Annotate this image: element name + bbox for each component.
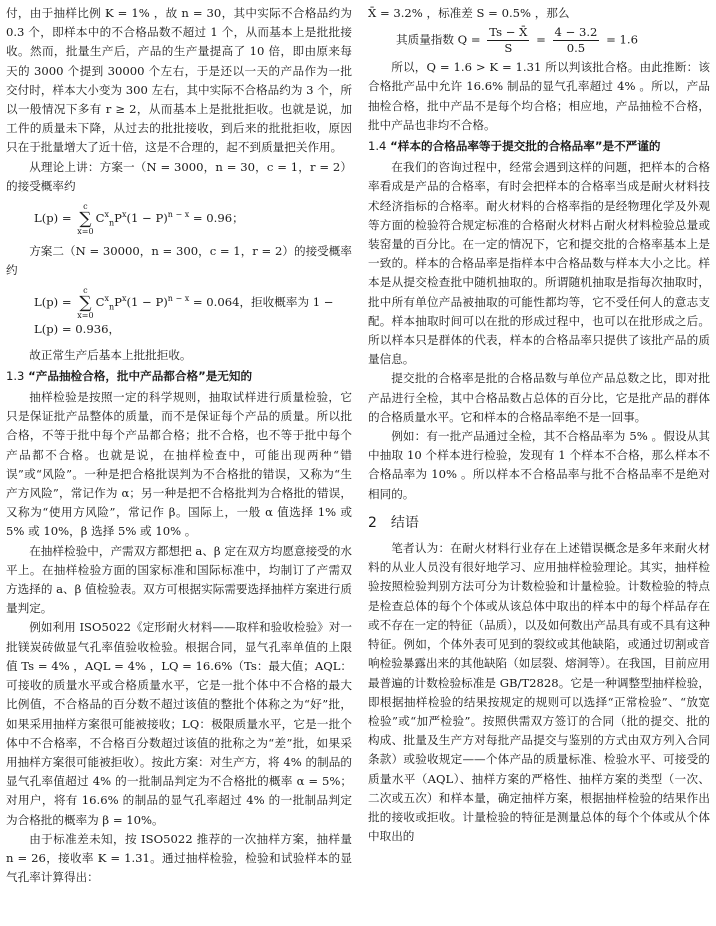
formula-term: P [114, 211, 122, 226]
section-number: 1.3 [6, 368, 25, 383]
paragraph: 所以，Q = 1.6 > K = 1.31 所以判该批合格。由此推断：该合格批产品中允许 16.6% 制品的显气孔率超过 4% 。所以，产品抽检合格，批中产品不是每个均合格；相应地，产品抽检不合格，批中产品也非均不合格。 [368, 60, 710, 132]
sum-upper: c [83, 286, 88, 296]
formula-lhs: L(p) = [34, 295, 76, 310]
formula-exponent: n − x [167, 210, 190, 220]
paragraph: 在我们的咨询过程中，经常会遇到这样的问题，把样本的合格率看成是产品的合格率，有时会把样本的合格率当成是耐火材料技术经济指标的合格率。耐火材料的合格率指的是经物理化学及外观等方面的检验符合规定标准的合格耐火材料占耐火材料检验总量或装窑量的百分比。在一定的情况下，它和提交批的合格率基本上是一致的。样本的合格品率是指样本中合格品数与样本大小之比。样本是从提交检查批中随机抽取的。所谓随机抽取是指每次抽取时，批中所有单位产品被抽取的可能性都均等，它不受任何人的意志支配。样本抽取时间可以在批的形成过程中，也可以在批形成之后。所以样本只是群体的代表，样本的合格品率只提供了该批产品的质量信息。 [368, 160, 710, 367]
sum-upper: c [83, 202, 88, 212]
section-title: “样本的合格品率等于提交批的合格品率”是不严谨的 [390, 139, 661, 154]
paragraph: 付，由于抽样比例 K = 1% ，故 n = 30，其中实际不合格品约为 0.3 个，即样本中的不合格品数不超过 1 个，从而基本上是批批接收。然而，批量生产后，产品的生产量提高了 10 倍，即由原来每天的 3000 个提到 30000 个左右，于是还以一天的产品作为一批交付时，样本大小变为 300 左右，其中实际不合格品约为 3 个，所以一般情况下多有 r ≥ 2，从而基本上是批批拒收。也就是说，加工件的质量未下降，从过去的批批接收，到后来的批批拒收，原因只在于批量增大了近十倍，这是不合理的，起不到质量把关作用。 [6, 6, 352, 155]
paragraph: 例如利用 ISO5022《定形耐火材料——取样和验收检验》对一批镁炭砖做显气孔率值验收检验。根据合同，显气孔率单值的上限值 Ts = 4% ，AQL = 4% ，LQ = 16.6%（Ts：最大值；AQL：可接收的质量水平或合格质量水平，它是一批个体中不合格的最大比例值，不合格品的百分数不超过该值的整批个体称之为“好”批，如果采用抽样方案很可能被接收；LQ：极限质量水平，它是一批个体中不合格率，不合格百分数超过该值的批称之为“差”批，如果采用抽样方案很可能被拒收）。按此方案：对生产方，将 4% 的制品的显气孔率值超过 4% 的一批制品判定为不合格批的概率 α = 5%；对用户，将有 16.6% 的制品的显气孔率超过 4% 的一批制品判定为合格批的概率为 β = 10%。 [6, 620, 352, 827]
statistics-line: X̄ = 3.2% ，标准差 S = 0.5% ，那么 [368, 6, 570, 20]
formula-quality-index [368, 25, 710, 56]
formula-exponent: n − x [167, 294, 190, 304]
paragraph: 例如：有一批产品通过全检，其不合格品率为 5% 。假设从其中抽取 10 个样本进行检验，发现有 1 个样本不合格，那么样本不合格品率为 10% 。所以样本不合格品率与批不合格品率不是绝对相同的。 [368, 429, 710, 501]
formula-term: (1 − P) [126, 295, 168, 310]
formula-result: = 1.6 [602, 32, 638, 47]
formula-term: C [95, 211, 105, 226]
sum-symbol: c ∑ x=0 [77, 286, 94, 321]
formula-plan1: L(p) = c ∑ $x=0C^x_nP^x(1 - P)^{n - x} = 0.96$； [34, 202, 244, 237]
fraction [553, 25, 600, 56]
formula-term: (1 − P) [126, 211, 168, 226]
paragraph: 方案二（N = 30000，n = 300，c = 1，r = 2）的接受概率约 [6, 244, 352, 278]
paragraph: 笔者认为：在耐火材料行业存在上述错误概念是多年来耐火材料的从业人员没有很好地学习、应用抽样检验理论。其实，抽样检验按照检验判别方法可分为计数检验和计量检验。计数检验的特点是检查总体的每个个体或从该总体中取出的样本中的每个样品存在或不存在一定的特征（品质），以及如何数出产品具有或不具有这种特征。例如，个体外表可见到的裂纹或其他缺陷，或通过切割或音响检验暴露出来的其他缺陷（如层裂、熔洞等）。在我国，目前应用最普遍的计数检验标准是 GB/T2828。它是一种调整型抽样检验，即根据抽样检验的结果按规定的规则可以选择“正常检验”、“放宽检验”或“加严检验”。按照供需双方签订的合同（批的提交、批的构成、批量及生产方对每批产品提交与鉴别的方式由双方列入合同条款）或验收规定——个体产品的质量标准、检验水平、可接受的质量水平（AQL）、抽样方案的严格性、抽样方案的类型（一次、二次或五次）和样本量，确定抽样方案，根据抽样检验的结果作出批的接收或拒收。计量检验的特征是测量总体的每个个体或从个体中取出的 [368, 541, 711, 844]
paragraph: 提交批的合格率是批的合格品数与单位产品总数之比，即对批产品进行全检，其中合格品数占总体的百分比，它是批产品的群体的合格质量水平。它和样本的合格品率绝不是一回事。 [368, 371, 710, 424]
section-number: 2 [368, 514, 377, 531]
right-column [368, 4, 710, 846]
formula-result: = 0.064，拒收概率为 1 − L(p) = 0.936， [34, 295, 334, 337]
sum-lower: x=0 [77, 227, 94, 237]
sum-symbol: c ∑ x=0 [77, 202, 94, 237]
paragraph: 从理论上讲：方案一（N = 3000，n = 30，c = 1，r = 2）的接受概率约 [6, 159, 352, 193]
left-column [6, 4, 352, 887]
paragraph: 在抽样检验中，产需双方都想把 a、β 定在双方均愿意接受的水平上。在抽样检验方面的国家标准和国际标准中，均制订了产需双方选择的 a、β 值检验表。双方可根据实际需要选择抽样方案进行质量判定。 [6, 543, 352, 616]
fraction-denominator: 0.5 [566, 41, 586, 56]
section-heading-1-3 [6, 367, 352, 386]
formula-term: P [114, 295, 122, 310]
fraction [487, 25, 529, 56]
fraction-numerator: 4 − 3.2 [554, 25, 598, 40]
paragraph: 由于标准差未知，按 ISO5022 推荐的一次抽样方案，抽样量 n = 26，接收率 K = 1.31。通过抽样检验，检验和试验样本的显气孔率计算得出： [6, 831, 352, 885]
formula-plan2: L(p) = c ∑ $x=0C^x_nP^x(1 - P)^{n - x} = 0.064$，拒收概率为 1 − L(p) = 0.936， [34, 286, 334, 337]
paragraph: 故正常生产后基本上批批拒收。 [29, 347, 192, 362]
paragraph: 抽样检验是按照一定的科学规则，抽取试样进行质量检验，它只是保证批产品整体的质量，而不是保证每个产品的质量。所以批合格，不等于批中每个产品都合格；批不合格，也不等于批中每个产品都不合格。也就是说，在抽样检查中，可能出现两种“错误”或“风险”。一种是把合格批误判为不合格批的错误，又称为“生产方风险”，常记作为 α；另一种是把不合格批判为合格批的错误，又称为“使用方风险”，常记作 β。国际上，一般 α 值选择 1% 或 5% 或 10%，β 选择 5% 或 10% 。 [6, 390, 352, 539]
section-heading-2 [368, 514, 710, 533]
section-heading-1-4 [368, 137, 710, 156]
formula-result: = 0.96； [189, 211, 244, 226]
fraction-denominator: S [504, 41, 513, 56]
fraction-numerator: Ts − X̄ [489, 25, 528, 40]
sum-lower: x=0 [77, 311, 94, 321]
formula-label: 其质量指数 Q = [396, 32, 485, 47]
formula-lhs: L(p) = [34, 211, 76, 226]
section-number: 1.4 [368, 139, 387, 154]
formula-term: C [95, 295, 105, 310]
section-title: 结语 [390, 514, 419, 531]
section-title: “产品抽检合格，批中产品都合格”是无知的 [28, 368, 253, 383]
formula-equals: = [532, 32, 550, 47]
